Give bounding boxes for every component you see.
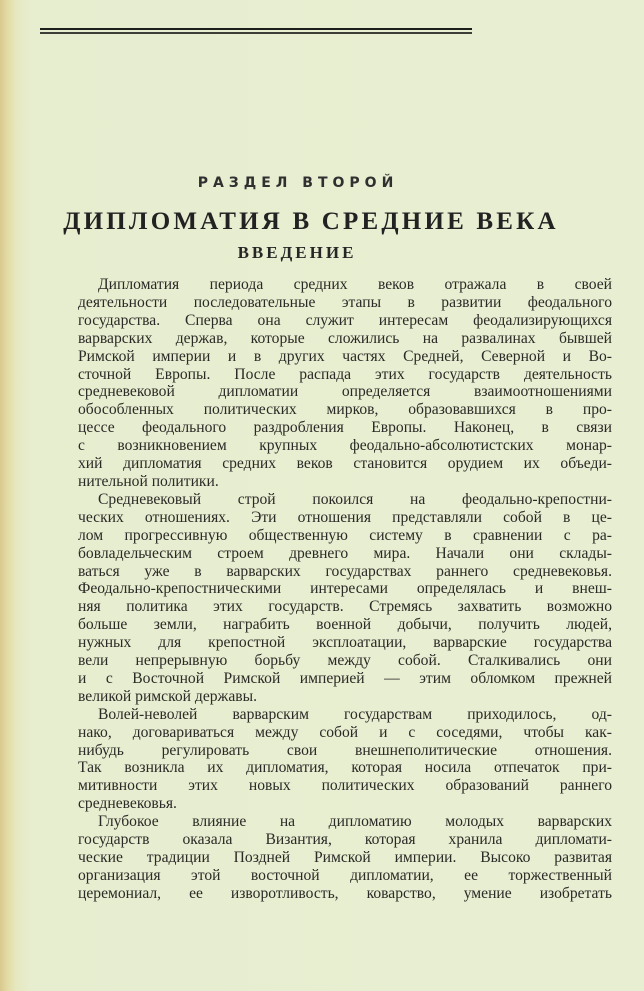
text-line: ческие традиции Поздней Римской империи. Высоко развитая <box>78 849 612 866</box>
text-line: Римской империи и в других частях Средней, Северной и Во- <box>78 347 612 365</box>
text-line: церемониал, ее изворотливость, коварство, умение изобретать <box>78 884 612 902</box>
text-line: деятельности последовательные этапы в развитии феодального <box>78 293 612 311</box>
text-line: обособленных политических мирков, образовавшихся в про- <box>78 401 612 419</box>
chapter-title: ДИПЛОМАТИЯ В СРЕДНИЕ ВЕКА <box>63 208 559 235</box>
text-line: и с Восточной Римской империей — этим обломком прежней <box>78 669 612 687</box>
text-line: организация этой восточной дипломатии, ее торжественный <box>78 866 612 884</box>
text-line: лом прогрессивную общественную систему в сравнении с ра- <box>78 526 612 544</box>
text-line: нужных для крепостной эксплоатации, варварские государства <box>78 634 612 652</box>
text-line: няя политика этих государств. Стремясь захватить возможно <box>78 598 612 616</box>
body-text <box>78 276 612 903</box>
text-line: хий дипломатия средних веков становится орудием их объеди- <box>78 455 612 473</box>
text-line: с возникновением крупных феодально-абсолютистских монар- <box>78 437 612 455</box>
paragraph <box>78 706 612 813</box>
text-line: вели непрерывную борьбу между собой. Сталкивались они <box>78 652 612 670</box>
text-line: больше земли, награбить военной добычи, получить людей, <box>78 616 612 634</box>
text-line: средневековой дипломатии определяется взаимоотношениями <box>78 383 612 401</box>
text-line: Волей-неволей варварским государствам приходилось, од- <box>98 705 612 723</box>
paragraph <box>78 491 612 706</box>
text-line: нибудь регулировать свои внешнеполитические отношения. <box>78 741 612 759</box>
paragraph <box>78 813 612 903</box>
text-line: варварских держав, которые сложились на развалинах бывшей <box>78 329 612 347</box>
text-line: митивности этих новых политических образований раннего <box>78 777 612 795</box>
text-line: государств оказала Византия, которая хранила дипломати- <box>78 831 612 849</box>
text-line: Глубокое влияние на дипломатию молодых варварских <box>98 813 612 831</box>
text-line: Дипломатия периода средних веков отражала в своей <box>98 276 612 293</box>
text-line: нако, договариваться между собой и с соседями, чтобы как- <box>78 723 612 741</box>
chapter-subtitle: ВВЕДЕНИЕ <box>237 243 357 262</box>
paragraph <box>78 276 612 491</box>
text-line: бовладельческим строем древнего мира. Начали они склады- <box>78 544 612 562</box>
text-line: государства. Сперва она служит интересам феодализирующихся <box>78 311 612 329</box>
text-line: нительной политики. <box>78 472 219 490</box>
text-line: средневековья. <box>78 795 177 813</box>
text-line: цессе феодального раздробления Европы. Наконец, в связи <box>78 419 612 437</box>
text-line: великой римской державы. <box>78 687 257 705</box>
section-label: РАЗДЕЛ ВТОРОЙ <box>197 175 399 191</box>
text-line: ваться уже в варварских государствах раннего средневековья. <box>78 562 612 580</box>
text-line: ческих отношениях. Эти отношения представляли собой в це- <box>78 508 612 526</box>
text-line: сточной Европы. После распада этих государств деятельность <box>78 365 612 383</box>
top-rule-thin <box>40 32 472 34</box>
top-rule <box>40 28 472 30</box>
text-line: Так возникла их дипломатия, которая носила отпечаток при- <box>78 759 612 777</box>
text-line: Средневековый строй покоился на феодально-крепостни- <box>98 490 612 508</box>
text-line: Феодально-крепостническими интересами определялась и внеш- <box>78 580 612 598</box>
